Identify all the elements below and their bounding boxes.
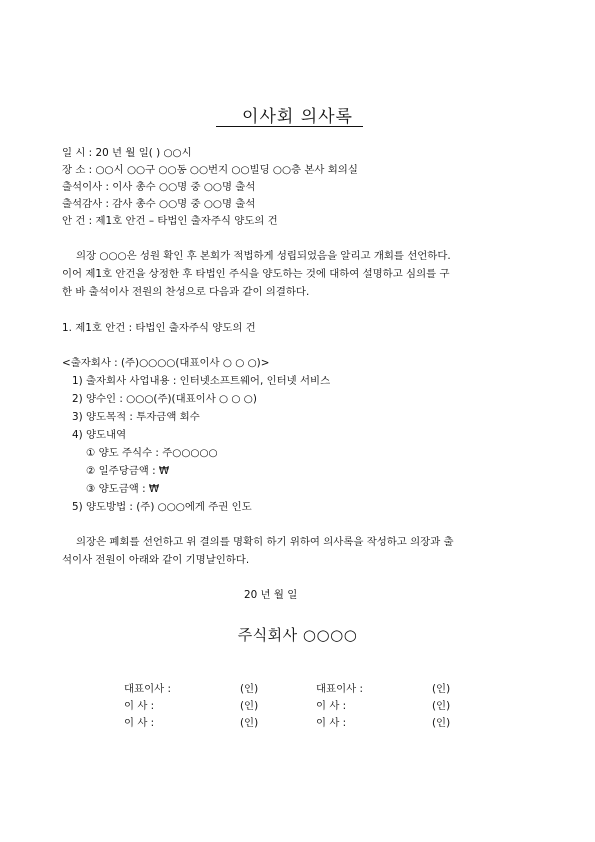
agenda: 안 건 : 제1호 안건 – 타법인 출자주식 양도의 건 xyxy=(62,215,278,227)
title-underline xyxy=(216,126,363,127)
intro-line-1: 의장 ○○○은 성원 확인 후 본회가 적법하게 성립되었음을 알리고 개회를 선언하다. xyxy=(76,250,451,262)
director-label-right: 이 사 : xyxy=(316,700,347,712)
seal-mark: (인) xyxy=(240,717,259,729)
document-title: 이사회 의사록 xyxy=(242,107,353,127)
seal-mark: (인) xyxy=(240,683,259,695)
rep-director-label-left: 대표이사 : xyxy=(124,683,171,695)
share-count: ① 양도 주식수 : 주○○○○○ xyxy=(86,447,218,459)
transferee: 2) 양수인 : ○○○(주)(대표이사 ○ ○ ○) xyxy=(72,393,257,405)
signing-date: 20 년 월 일 xyxy=(244,589,298,601)
seal-mark: (인) xyxy=(432,700,451,712)
meeting-date: 일 시 : 20 년 월 일( ) ○○시 xyxy=(62,147,192,159)
transfer-amount: ③ 양도금액 : ₩ xyxy=(86,483,160,495)
director-label-left: 이 사 : xyxy=(124,717,155,729)
transfer-method: 5) 양도방법 : (주) ○○○에게 주권 인도 xyxy=(72,501,252,513)
director-label-right: 이 사 : xyxy=(316,717,347,729)
attending-auditors: 출석감사 : 감사 총수 ○○명 중 ○○명 출석 xyxy=(62,198,256,210)
intro-line-2: 이어 제1호 안건을 상정한 후 타법인 주식을 양도하는 것에 대하여 설명하고 심의를 구 xyxy=(62,268,450,280)
closing-line-1: 의장은 폐회를 선언하고 위 결의를 명확히 하기 위하여 의사록을 작성하고 의장과 출 xyxy=(76,536,454,548)
meeting-place: 장 소 : ○○시 ○○구 ○○동 ○○번지 ○○빌딩 ○○층 본사 회의실 xyxy=(62,164,358,176)
seal-mark: (인) xyxy=(432,683,451,695)
business-description: 1) 출자회사 사업내용 : 인터넷소프트웨어, 인터넷 서비스 xyxy=(72,375,331,387)
attending-directors: 출석이사 : 이사 총수 ○○명 중 ○○명 출석 xyxy=(62,181,256,193)
closing-line-2: 석이사 전원이 아래와 같이 기명날인하다. xyxy=(62,554,250,566)
seal-mark: (인) xyxy=(240,700,259,712)
agenda-item-1: 1. 제1호 안건 : 타법인 출자주식 양도의 건 xyxy=(62,322,256,334)
director-label-left: 이 사 : xyxy=(124,700,155,712)
transfer-details: 4) 양도내역 xyxy=(72,429,127,441)
transfer-purpose: 3) 양도목적 : 투자금액 회수 xyxy=(72,411,200,423)
per-share-amount: ② 일주당금액 : ₩ xyxy=(86,465,170,477)
investee-company: <출자회사 : (주)○○○○(대표이사 ○ ○ ○)> xyxy=(62,357,270,369)
company-name: 주식회사 ○○○○ xyxy=(237,626,358,644)
intro-line-3: 한 바 출석이사 전원의 찬성으로 다음과 같이 의결하다. xyxy=(62,286,310,298)
seal-mark: (인) xyxy=(432,717,451,729)
rep-director-label-right: 대표이사 : xyxy=(316,683,363,695)
